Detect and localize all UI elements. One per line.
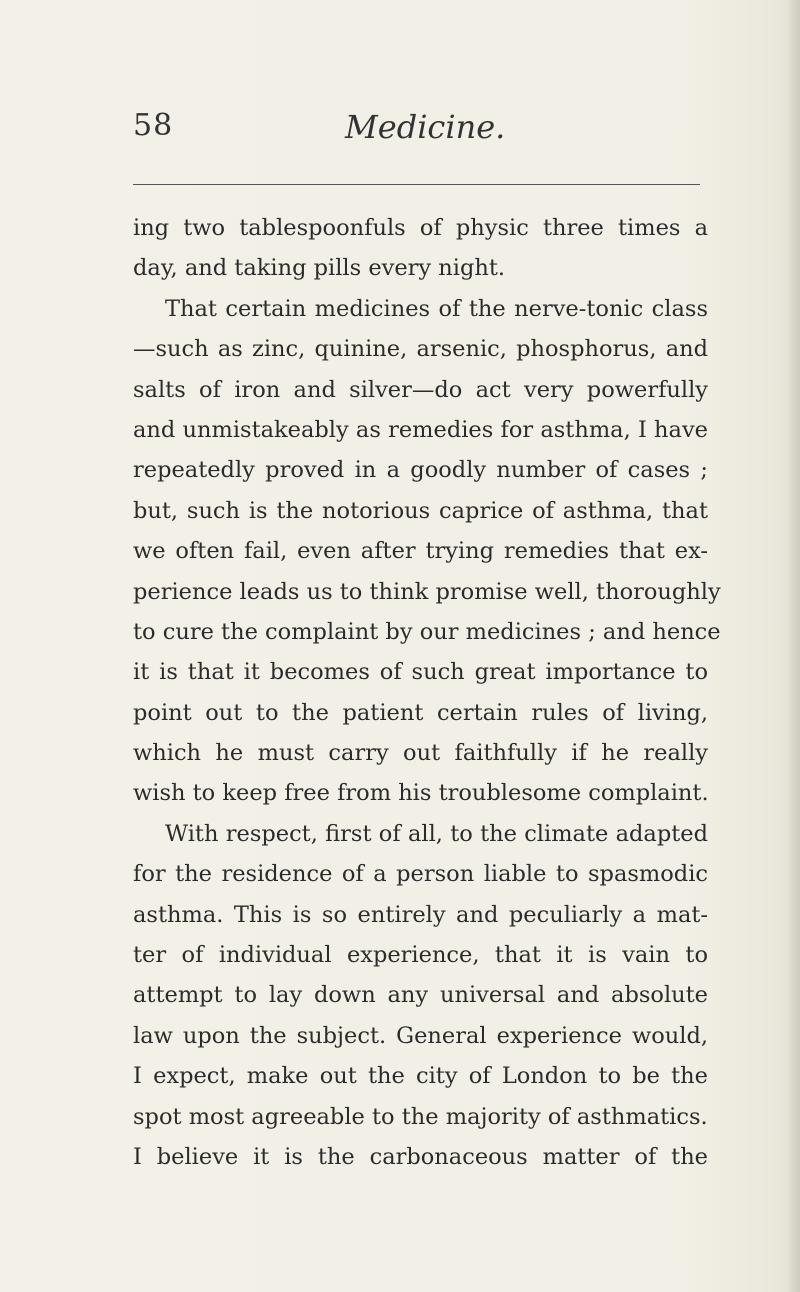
- text-line: I believe it is the carbonaceous matter of the: [133, 1143, 708, 1170]
- text-line: day, and taking pills every night.: [133, 255, 506, 282]
- text-line: repeatedly proved in a goodly number of cases ;: [133, 457, 708, 484]
- text-line: salts of iron and silver—do act very powerfully: [133, 376, 708, 403]
- text-line: I expect, make out the city of London to be the: [133, 1063, 708, 1090]
- text-line: which he must carry out faithfully if he really: [133, 740, 708, 767]
- text-line: for the residence of a person liable to spasmodic: [133, 861, 708, 888]
- text-line: spot most agreeable to the majority of asthmatics.: [133, 1103, 708, 1130]
- text-line: perience leads us to think promise well, thoroughly: [133, 578, 721, 605]
- text-line: and unmistakeably as remedies for asthma, I have: [133, 416, 708, 443]
- text-line: —such as zinc, quinine, arsenic, phosphorus, and: [133, 336, 708, 363]
- text-line: point out to the patient certain rules of living,: [133, 699, 708, 726]
- text-line: That certain medicines of the nerve-tonic class: [165, 295, 708, 322]
- header-rule: [133, 184, 700, 185]
- text-line: ter of individual experience, that it is vain to: [133, 942, 708, 969]
- text-line: law upon the subject. General experience would,: [133, 1022, 708, 1049]
- text-line: but, such is the notorious caprice of asthma, that: [133, 497, 708, 524]
- text-line: attempt to lay down any universal and absolute: [133, 982, 708, 1009]
- text-line: asthma. This is so entirely and peculiarly a mat-: [133, 901, 708, 928]
- page-edge-shadow: [786, 0, 800, 1292]
- page-number: 58: [133, 108, 174, 143]
- text-line: it is that it becomes of such great importance to: [133, 659, 708, 686]
- page-header: [0, 108, 800, 160]
- text-line: ing two tablespoonfuls of physic three times a: [133, 215, 708, 241]
- text-line: we often fail, even after trying remedies that ex-: [133, 538, 708, 565]
- running-title: Medicine.: [345, 108, 506, 146]
- text-line: wish to keep free from his troublesome complaint.: [133, 780, 709, 807]
- body-text: [133, 208, 721, 1177]
- text-line: to cure the complaint by our medicines ; and hence: [133, 618, 721, 645]
- text-line: With respect, first of all, to the climate adapted: [165, 820, 708, 847]
